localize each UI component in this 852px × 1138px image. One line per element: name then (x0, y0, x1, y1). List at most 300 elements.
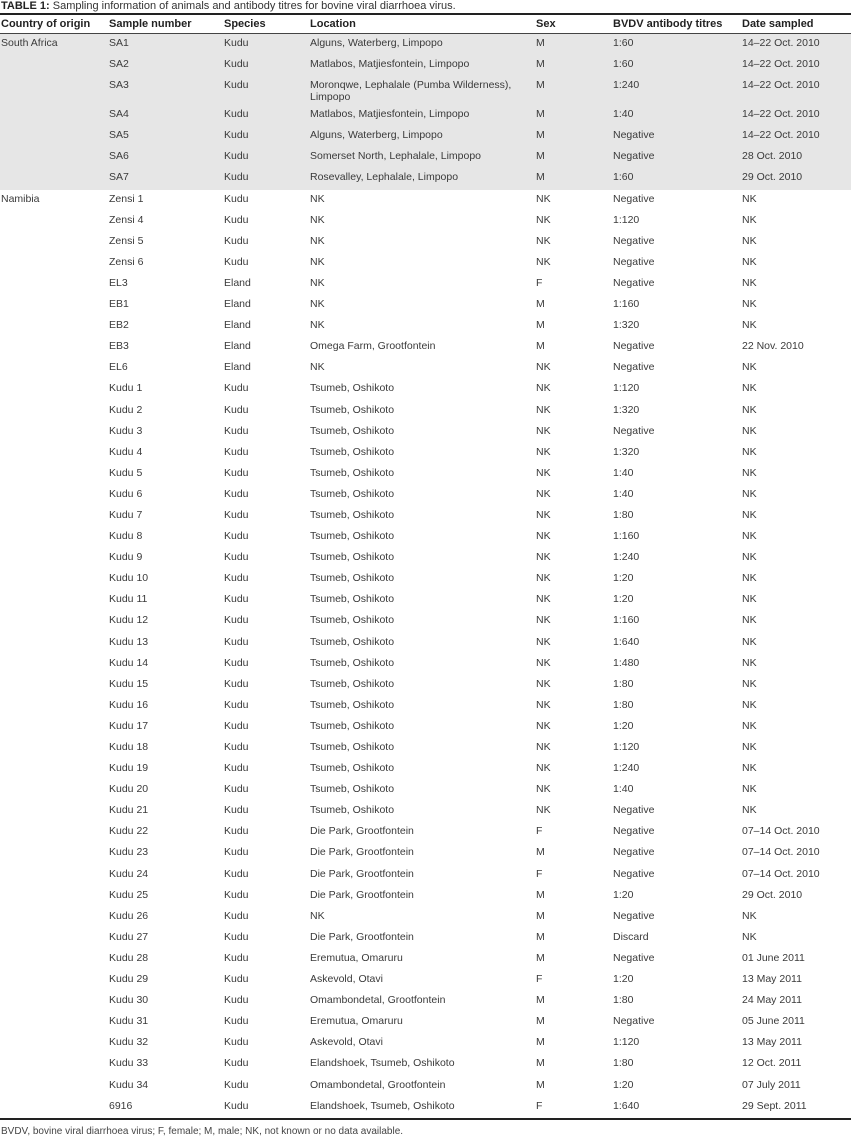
cell-location: Elandshoek, Tsumeb, Oshikoto (310, 1099, 455, 1112)
table-row (0, 211, 851, 232)
cell-bvdv-titre: 1:80 (613, 698, 634, 711)
cell-location: NK (310, 361, 325, 374)
cell-country (0, 443, 108, 464)
cell-country (0, 1054, 108, 1075)
cell-species: Kudu (224, 551, 249, 564)
header-sex: Sex (535, 15, 612, 34)
cell-bvdv-titre: 1:20 (613, 888, 634, 901)
header-date-sampled: Date sampled (741, 15, 851, 34)
cell-country (0, 506, 108, 527)
cell-sample-number: SA1 (108, 34, 223, 56)
cell-sample-number: Zensi 4 (109, 213, 144, 226)
cell-species: Kudu (224, 530, 249, 543)
table-row (0, 464, 851, 485)
cell-location: Elandshoek, Tsumeb, Oshikoto (310, 1057, 455, 1070)
cell-bvdv-titre: 1:240 (613, 762, 640, 775)
cell-date-sampled: NK (742, 213, 757, 226)
cell-country (0, 759, 108, 780)
cell-species: Kudu (223, 105, 309, 126)
cell-date-sampled: NK (742, 192, 757, 205)
table-row (0, 991, 851, 1012)
cell-sample-number: Kudu 33 (109, 1057, 149, 1070)
cell-location: NK (310, 255, 325, 268)
table-row (0, 34, 851, 56)
cell-country (0, 105, 108, 126)
cell-country (0, 1012, 108, 1033)
cell-country (0, 717, 108, 738)
cell-location: Die Park, Grootfontein (310, 888, 414, 901)
table-header-row (0, 15, 851, 34)
cell-sex: F (536, 825, 543, 838)
cell-bvdv-titre: Negative (613, 255, 655, 268)
cell-sex: M (536, 298, 545, 311)
cell-bvdv-titre: Negative (613, 1015, 655, 1028)
cell-date-sampled: NK (742, 298, 757, 311)
cell-country: Namibia (1, 192, 40, 205)
cell-date-sampled: NK (742, 635, 757, 648)
cell-location: Tsumeb, Oshikoto (310, 719, 395, 732)
cell-sex: NK (536, 403, 551, 416)
cell-date-sampled: NK (742, 656, 757, 669)
cell-species: Kudu (224, 508, 249, 521)
cell-sample-number: Kudu 8 (109, 530, 143, 543)
cell-location: NK (310, 319, 325, 332)
cell-location: Askevold, Otavi (310, 973, 383, 986)
table-row (0, 443, 851, 464)
cell-date-sampled: NK (742, 361, 757, 374)
cell-country (0, 295, 108, 316)
cell-sex: NK (536, 424, 551, 437)
cell-sex: F (536, 973, 543, 986)
cell-location: Matlabos, Matjiesfontein, Limpopo (309, 55, 535, 76)
cell-bvdv-titre: 1:40 (613, 466, 634, 479)
cell-sex: F (536, 1099, 543, 1112)
cell-bvdv-titre: Negative (613, 424, 655, 437)
cell-location: NK (310, 213, 325, 226)
cell-species: Kudu (224, 930, 249, 943)
cell-species: Kudu (224, 825, 249, 838)
cell-date-sampled: NK (742, 445, 757, 458)
table-row (0, 168, 851, 189)
cell-location: Omega Farm, Grootfontein (310, 340, 436, 353)
cell-species: Kudu (224, 888, 249, 901)
cell-bvdv-titre: 1:40 (612, 105, 741, 126)
table-row (0, 337, 851, 358)
cell-bvdv-titre: 1:320 (613, 319, 640, 332)
table-row (0, 569, 851, 590)
cell-sex: NK (536, 741, 551, 753)
cell-date-sampled: 29 Oct. 2010 (741, 168, 851, 189)
cell-country (0, 590, 108, 611)
cell-species: Kudu (224, 403, 249, 416)
table-row (0, 1097, 851, 1118)
cell-sample-number: Zensi 1 (109, 192, 144, 205)
cell-location: Tsumeb, Oshikoto (310, 656, 395, 669)
cell-sample-number: Kudu 1 (109, 382, 143, 395)
cell-sample-number: Kudu 16 (109, 698, 149, 711)
cell-species: Kudu (223, 147, 309, 168)
cell-species: Kudu (224, 804, 249, 817)
table-row (0, 485, 851, 506)
cell-country (0, 569, 108, 590)
cell-species: Kudu (223, 76, 309, 105)
table-row (0, 654, 851, 675)
cell-species: Kudu (223, 126, 309, 147)
table-caption-label: TABLE 1: (1, 0, 50, 12)
cell-date-sampled: NK (742, 424, 757, 437)
cell-location: Moronqwe, Lephalale (Pumba Wilderness), Limpopo (309, 76, 535, 105)
cell-sample-number: Kudu 32 (109, 1036, 149, 1049)
cell-sample-number: Kudu 21 (109, 804, 149, 817)
cell-species: Kudu (223, 168, 309, 189)
cell-sex: NK (536, 762, 551, 775)
cell-date-sampled: NK (742, 572, 757, 585)
table-row (0, 675, 851, 696)
cell-location: Tsumeb, Oshikoto (310, 593, 395, 606)
cell-location: Die Park, Grootfontein (310, 825, 414, 838)
cell-species: Kudu (224, 698, 249, 711)
cell-sample-number: Kudu 28 (109, 951, 149, 964)
cell-date-sampled: 14–22 Oct. 2010 (741, 34, 851, 56)
cell-date-sampled: 24 May 2011 (742, 994, 802, 1007)
table-row (0, 865, 851, 886)
cell-sex: M (536, 1015, 545, 1028)
cell-bvdv-titre: 1:80 (613, 994, 634, 1007)
cell-species: Kudu (224, 487, 249, 500)
table-row (0, 379, 851, 400)
cell-bvdv-titre: Negative (613, 340, 655, 353)
cell-country (0, 211, 108, 232)
table-row (0, 843, 851, 864)
table-row (0, 506, 851, 527)
cell-sex: M (535, 105, 612, 126)
cell-sex: M (536, 340, 545, 353)
cell-species: Kudu (224, 867, 249, 880)
cell-date-sampled: NK (742, 909, 757, 922)
cell-sample-number: Kudu 23 (109, 846, 149, 859)
table-row (0, 105, 851, 126)
cell-country (0, 780, 108, 801)
cell-location: NK (310, 192, 325, 205)
cell-country (0, 55, 108, 76)
cell-sex: M (536, 951, 545, 964)
cell-bvdv-titre: 1:40 (613, 783, 634, 796)
table-row (0, 232, 851, 253)
cell-bvdv-titre: 1:320 (613, 403, 640, 416)
cell-sample-number: Zensi 6 (109, 255, 144, 268)
cell-sex: NK (536, 719, 551, 732)
cell-species: Kudu (224, 656, 249, 669)
cell-sample-number: Kudu 4 (109, 445, 143, 458)
cell-species: Kudu (224, 382, 249, 395)
cell-bvdv-titre: 1:120 (613, 1036, 640, 1049)
sampling-table (0, 15, 851, 1118)
cell-sex: M (536, 994, 545, 1007)
cell-species: Kudu (224, 635, 249, 648)
cell-country (0, 1097, 108, 1118)
cell-sex: M (536, 888, 545, 901)
table-row (0, 717, 851, 738)
table-row (0, 822, 851, 843)
cell-country (0, 696, 108, 717)
cell-sex: M (535, 126, 612, 147)
cell-species: Kudu (224, 783, 249, 796)
cell-bvdv-titre: 1:160 (613, 614, 640, 627)
cell-country (0, 422, 108, 443)
cell-country (0, 1033, 108, 1054)
cell-country (0, 232, 108, 253)
cell-sex: M (535, 147, 612, 168)
cell-date-sampled: NK (742, 930, 757, 943)
table-row (0, 401, 851, 422)
cell-date-sampled: NK (742, 762, 757, 775)
cell-location: Tsumeb, Oshikoto (310, 804, 395, 817)
cell-country (0, 316, 108, 337)
cell-species: Kudu (224, 614, 249, 627)
cell-bvdv-titre: 1:60 (612, 168, 741, 189)
cell-bvdv-titre: 1:20 (613, 1078, 634, 1091)
cell-species: Kudu (224, 1099, 249, 1112)
cell-sample-number: Zensi 5 (109, 234, 144, 247)
cell-country (0, 886, 108, 907)
table-row (0, 548, 851, 569)
cell-date-sampled: NK (742, 783, 757, 796)
cell-country (0, 654, 108, 675)
cell-location: Alguns, Waterberg, Limpopo (309, 126, 535, 147)
cell-country (0, 464, 108, 485)
table-row (0, 527, 851, 548)
cell-location: Tsumeb, Oshikoto (310, 445, 395, 458)
cell-country (0, 1076, 108, 1097)
cell-country (0, 358, 108, 379)
cell-species: Kudu (224, 994, 249, 1007)
cell-country (0, 633, 108, 654)
table-row (0, 759, 851, 780)
table-row (0, 316, 851, 337)
cell-sex: NK (536, 361, 551, 374)
cell-date-sampled: NK (742, 382, 757, 395)
cell-date-sampled: NK (742, 487, 757, 500)
cell-bvdv-titre: Negative (613, 846, 655, 859)
cell-species: Kudu (224, 213, 249, 226)
cell-bvdv-titre: Negative (612, 147, 741, 168)
cell-country (0, 611, 108, 632)
cell-sample-number: Kudu 27 (109, 930, 149, 943)
cell-bvdv-titre: 1:60 (612, 34, 741, 56)
cell-sex: NK (536, 192, 551, 205)
cell-species: Kudu (224, 762, 249, 775)
cell-bvdv-titre: Negative (613, 361, 655, 374)
cell-sample-number: Kudu 2 (109, 403, 143, 416)
table-row (0, 76, 851, 105)
cell-sex: M (536, 319, 545, 332)
cell-location: Rosevalley, Lephalale, Limpopo (309, 168, 535, 189)
cell-country (0, 379, 108, 400)
cell-sample-number: Kudu 31 (109, 1015, 149, 1028)
cell-species: Kudu (224, 255, 249, 268)
cell-sex: NK (536, 783, 551, 796)
table-row (0, 126, 851, 147)
cell-sex: M (536, 1078, 545, 1091)
cell-location: Die Park, Grootfontein (310, 867, 414, 880)
cell-bvdv-titre: Negative (613, 825, 655, 838)
cell-location: Tsumeb, Oshikoto (310, 572, 395, 585)
cell-sample-number: Kudu 26 (109, 909, 149, 922)
cell-sex: NK (536, 572, 551, 585)
cell-date-sampled: 29 Sept. 2011 (742, 1099, 807, 1112)
cell-location: Eremutua, Omaruru (310, 951, 403, 964)
cell-country (0, 76, 108, 105)
cell-bvdv-titre: 1:120 (613, 382, 640, 395)
cell-species: Kudu (224, 1078, 249, 1091)
cell-date-sampled: 13 May 2011 (742, 1036, 802, 1049)
cell-date-sampled: NK (742, 551, 757, 564)
cell-bvdv-titre: Negative (613, 951, 655, 964)
table-row (0, 1012, 851, 1033)
cell-country (0, 949, 108, 970)
cell-country (0, 843, 108, 864)
cell-sex: M (535, 34, 612, 56)
cell-bvdv-titre: 1:120 (613, 213, 640, 226)
cell-date-sampled: NK (742, 466, 757, 479)
cell-sample-number: Kudu 9 (109, 551, 143, 564)
cell-sample-number: Kudu 7 (109, 508, 143, 521)
cell-bvdv-titre: Negative (612, 126, 741, 147)
cell-location: Die Park, Grootfontein (310, 930, 414, 943)
cell-country (0, 126, 108, 147)
cell-location: NK (310, 909, 325, 922)
cell-bvdv-titre: 1:20 (613, 973, 634, 986)
cell-sex: NK (536, 551, 551, 564)
cell-date-sampled: 07–14 Oct. 2010 (742, 825, 820, 838)
cell-species: Kudu (224, 593, 249, 606)
cell-sample-number: Kudu 34 (109, 1078, 149, 1091)
cell-date-sampled: NK (742, 719, 757, 732)
table-row (0, 780, 851, 801)
cell-species: Kudu (224, 909, 249, 922)
cell-date-sampled: NK (742, 677, 757, 690)
cell-sex: NK (536, 234, 551, 247)
cell-sex: F (536, 867, 543, 880)
cell-date-sampled: NK (742, 234, 757, 247)
cell-location: Tsumeb, Oshikoto (310, 698, 395, 711)
cell-sex: NK (536, 445, 551, 458)
cell-location: Somerset North, Lephalale, Limpopo (309, 147, 535, 168)
cell-location: Askevold, Otavi (310, 1036, 383, 1049)
cell-location: Eremutua, Omaruru (310, 1015, 403, 1028)
cell-country (0, 865, 108, 886)
cell-species: Kudu (224, 973, 249, 986)
cell-species: Kudu (224, 741, 249, 753)
cell-date-sampled: NK (742, 804, 757, 817)
cell-country (0, 738, 108, 759)
table-row (0, 147, 851, 168)
table-row (0, 611, 851, 632)
cell-species: Kudu (224, 572, 249, 585)
cell-sex: M (535, 55, 612, 76)
cell-sex: F (536, 276, 543, 289)
cell-sample-number: Kudu 18 (109, 741, 149, 753)
cell-date-sampled: 07 July 2011 (742, 1078, 801, 1091)
cell-sex: NK (536, 614, 551, 627)
cell-date-sampled: NK (742, 741, 757, 753)
cell-country (0, 147, 108, 168)
cell-species: Kudu (224, 445, 249, 458)
header-bvdv-titres: BVDV antibody titres (612, 15, 741, 34)
table-body (0, 34, 851, 1118)
table-row (0, 1076, 851, 1097)
cell-sex: M (535, 76, 612, 105)
cell-species: Eland (224, 298, 251, 311)
cell-location: Tsumeb, Oshikoto (310, 508, 395, 521)
table-caption-text: Sampling information of animals and antibody titres for bovine viral diarrhoea virus. (49, 0, 456, 12)
cell-location: Tsumeb, Oshikoto (310, 382, 395, 395)
cell-sample-number: Kudu 22 (109, 825, 149, 838)
cell-country (0, 991, 108, 1012)
cell-sex: M (536, 909, 545, 922)
table-row (0, 590, 851, 611)
table-container (0, 13, 851, 1120)
cell-bvdv-titre: Negative (613, 909, 655, 922)
cell-date-sampled: NK (742, 255, 757, 268)
cell-sample-number: Kudu 10 (109, 572, 149, 585)
cell-sample-number: SA2 (108, 55, 223, 76)
cell-sample-number: EB2 (109, 319, 129, 332)
cell-bvdv-titre: 1:160 (613, 530, 640, 543)
cell-species: Kudu (224, 846, 249, 859)
cell-bvdv-titre: 1:80 (613, 508, 634, 521)
cell-species: Kudu (224, 951, 249, 964)
cell-country: South Africa (0, 34, 108, 56)
table-row (0, 274, 851, 295)
cell-bvdv-titre: 1:640 (613, 1099, 640, 1112)
cell-bvdv-titre: 1:320 (613, 445, 640, 458)
cell-species: Kudu (224, 1036, 249, 1049)
cell-bvdv-titre: 1:20 (613, 719, 634, 732)
cell-bvdv-titre: 1:80 (613, 1057, 634, 1070)
cell-date-sampled: 01 June 2011 (742, 951, 805, 964)
cell-bvdv-titre: Negative (613, 234, 655, 247)
cell-sample-number: EL3 (109, 276, 128, 289)
cell-date-sampled: NK (742, 698, 757, 711)
cell-location: Tsumeb, Oshikoto (310, 783, 395, 796)
cell-sex: NK (536, 635, 551, 648)
cell-sample-number: SA4 (108, 105, 223, 126)
cell-date-sampled: NK (742, 593, 757, 606)
cell-sample-number: Kudu 13 (109, 635, 149, 648)
cell-sex: M (536, 846, 545, 859)
cell-sex: NK (536, 508, 551, 521)
cell-bvdv-titre: 1:120 (613, 741, 640, 753)
cell-species: Kudu (224, 466, 249, 479)
cell-sex: M (536, 1036, 545, 1049)
cell-country (0, 801, 108, 822)
table-row (0, 55, 851, 76)
cell-country (0, 401, 108, 422)
cell-species: Kudu (224, 1015, 249, 1028)
cell-sample-number: Kudu 14 (109, 656, 149, 669)
cell-bvdv-titre: 1:240 (613, 551, 640, 564)
table-row (0, 738, 851, 759)
cell-country (0, 548, 108, 569)
table-row (0, 907, 851, 928)
cell-bvdv-titre: Negative (613, 804, 655, 817)
cell-bvdv-titre: 1:240 (612, 76, 741, 105)
cell-sample-number: Kudu 11 (109, 593, 148, 606)
cell-location: Tsumeb, Oshikoto (310, 762, 395, 775)
cell-sample-number: Kudu 29 (109, 973, 149, 986)
cell-sample-number: EL6 (109, 361, 128, 374)
